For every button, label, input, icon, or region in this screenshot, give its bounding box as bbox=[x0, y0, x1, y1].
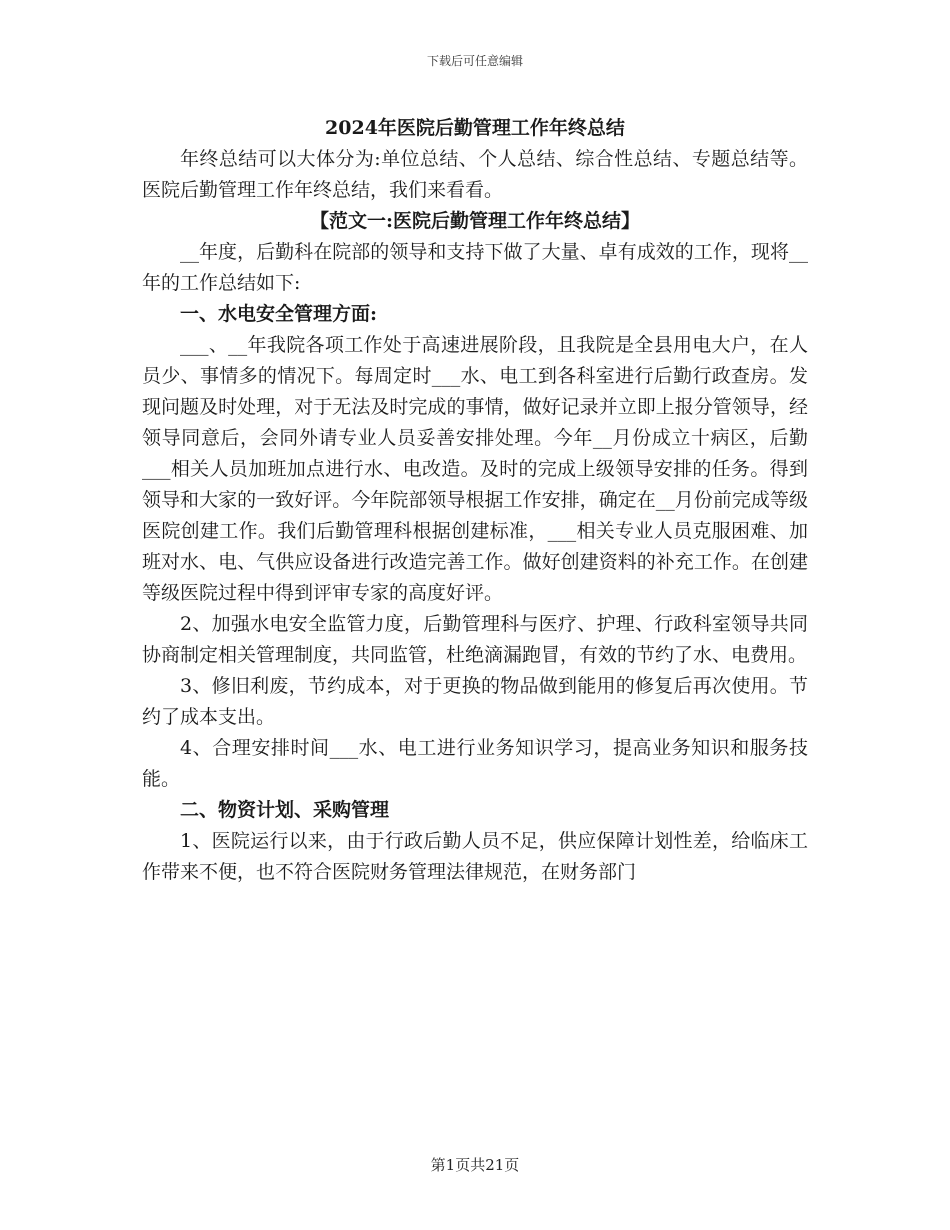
document-title: 2024年医院后勤管理工作年终总结 bbox=[325, 117, 625, 139]
document-body bbox=[142, 112, 808, 888]
paragraph-overview: __年度，后勤科在院部的领导和支持下做了大量、卓有成效的工作，现将__年的工作总结如下: bbox=[142, 241, 808, 294]
paragraph-supervision: 2、加强水电安全监管力度，后勤管理科与医疗、护理、行政科室领导共同协商制定相关管理制度，共同监管，杜绝滴漏跑冒，有效的节约了水、电费用。 bbox=[142, 613, 808, 666]
paragraph-safety: ___、__年我院各项工作处于高速进展阶段，且我院是全县用电大户，在人员少、事情多的情况下。每周定时___水、电工到各科室进行后勤行政查房。发现问题及时处理，对于无法及时完成的事情，做好记录并立即上报分管领导，经领导同意后，会同外请专业人员妥善安排处理。今年__月份成立十病区，后勤___相关人员加班加点进行水、电改造。及时的完成上级领导安排的任务。得到领导和大家的一致好评。今年院部领导根据工作安排，确定在__月份前完成等级医院创建工作。我们后勤管理科根据创建标准，___相关专业人员克服困难、加班对水、电、气供应设备进行改造完善工作。做好创建资料的补充工作。在创建等级医院过程中得到评审专家的高度好评。 bbox=[142, 334, 808, 604]
sample-subtitle: 【范文一:医院后勤管理工作年终总结】 bbox=[309, 210, 640, 232]
intro-paragraph: 年终总结可以大体分为:单位总结、个人总结、综合性总结、专题总结等。医院后勤管理工作年终总结，我们来看看。 bbox=[142, 148, 808, 201]
paragraph-procurement: 1、医院运行以来，由于行政后勤人员不足，供应保障计划性差，给临床工作带来不便，也不符合医院财务管理法律规范，在财务部门 bbox=[142, 830, 808, 883]
page-footer: 第1页共21页 bbox=[430, 1156, 520, 1174]
paragraph-recycling: 3、修旧利废，节约成本，对于更换的物品做到能用的修复后再次使用。节约了成本支出。 bbox=[142, 675, 808, 728]
section-heading-2: 二、物资计划、采购管理 bbox=[180, 799, 390, 821]
paragraph-training: 4、合理安排时间___水、电工进行业务知识学习，提高业务知识和服务技能。 bbox=[142, 737, 808, 790]
header-note: 下载后可任意编辑 bbox=[426, 54, 523, 68]
section-heading-1: 一、水电安全管理方面: bbox=[180, 303, 378, 325]
